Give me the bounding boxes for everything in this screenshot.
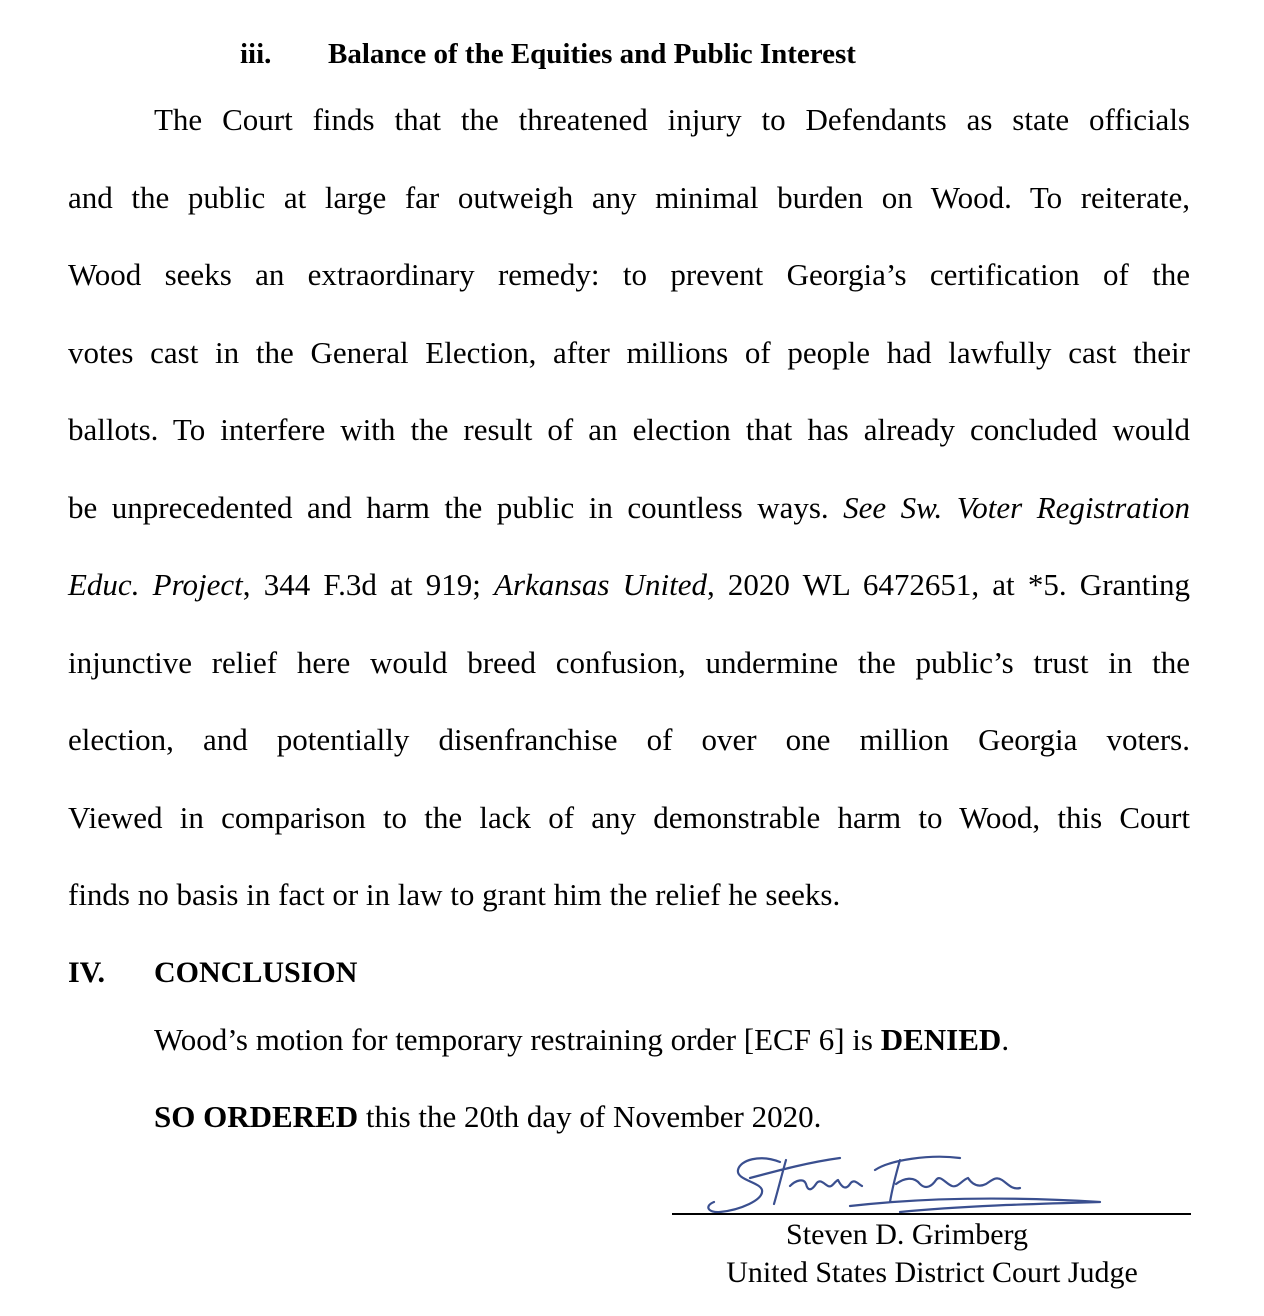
paragraph-line-11: finds no basis in fact or in law to grant him the relief he seeks.	[68, 877, 841, 912]
paragraph-line-4: votes cast in the General Election, after millions of people had lawfully cast their	[68, 335, 1190, 370]
order-text: Wood’s motion for temporary restraining order [ECF 6] is	[154, 1022, 881, 1057]
citation-arkansas-united: Arkansas United	[494, 567, 707, 602]
section-number: IV.	[68, 956, 105, 989]
paragraph-line-6-text: be unprecedented and harm the public in countless ways.	[68, 490, 844, 525]
paragraph-line-1: The Court finds that the threatened injury to Defendants as state officials	[154, 102, 1190, 137]
signer-name: Steven D. Grimberg	[786, 1218, 1028, 1251]
order-line-denied	[154, 1019, 1009, 1061]
denied-text: DENIED	[880, 1022, 1002, 1057]
paragraph-line-5: ballots. To interfere with the result of an election that has already concluded would	[68, 412, 1190, 447]
order-date-text: this the 20th day of November 2020.	[358, 1099, 822, 1134]
signer-title: United States District Court Judge	[726, 1256, 1138, 1289]
signature-line	[672, 1213, 1191, 1215]
section-heading	[68, 952, 357, 994]
paragraph-line-7	[68, 564, 1190, 606]
paragraph-line-9: election, and potentially disenfranchise of over one million Georgia voters.	[68, 722, 1190, 757]
order-period: .	[1001, 1022, 1010, 1057]
paragraph-line-8: injunctive relief here would breed confusion, undermine the public’s trust in the	[68, 645, 1190, 680]
so-ordered-text: SO ORDERED	[154, 1099, 359, 1134]
so-ordered-line	[154, 1096, 821, 1138]
paragraph-line-3: Wood seeks an extraordinary remedy: to prevent Georgia’s certification of the	[68, 257, 1190, 292]
subsection-title: Balance of the Equities and Public Interest	[328, 38, 856, 70]
section-title: CONCLUSION	[154, 956, 358, 989]
paragraph-line-6	[68, 487, 1190, 529]
paragraph-line-2: and the public at large far outweigh any minimal burden on Wood. To reiterate,	[68, 180, 1190, 215]
paragraph-line-10: Viewed in comparison to the lack of any demonstrable harm to Wood, this Court	[68, 800, 1190, 835]
citation-educ-project: Educ. Project	[68, 567, 243, 602]
subsection-number: iii.	[240, 38, 272, 70]
subsection-heading	[240, 34, 856, 74]
citation-sw-voter: See Sw. Voter Registration	[843, 490, 1190, 525]
citation-reporter-1: , 344 F.3d at 919;	[242, 567, 495, 602]
citation-reporter-2: , 2020 WL 6472651, at *5. Granting	[706, 567, 1190, 602]
